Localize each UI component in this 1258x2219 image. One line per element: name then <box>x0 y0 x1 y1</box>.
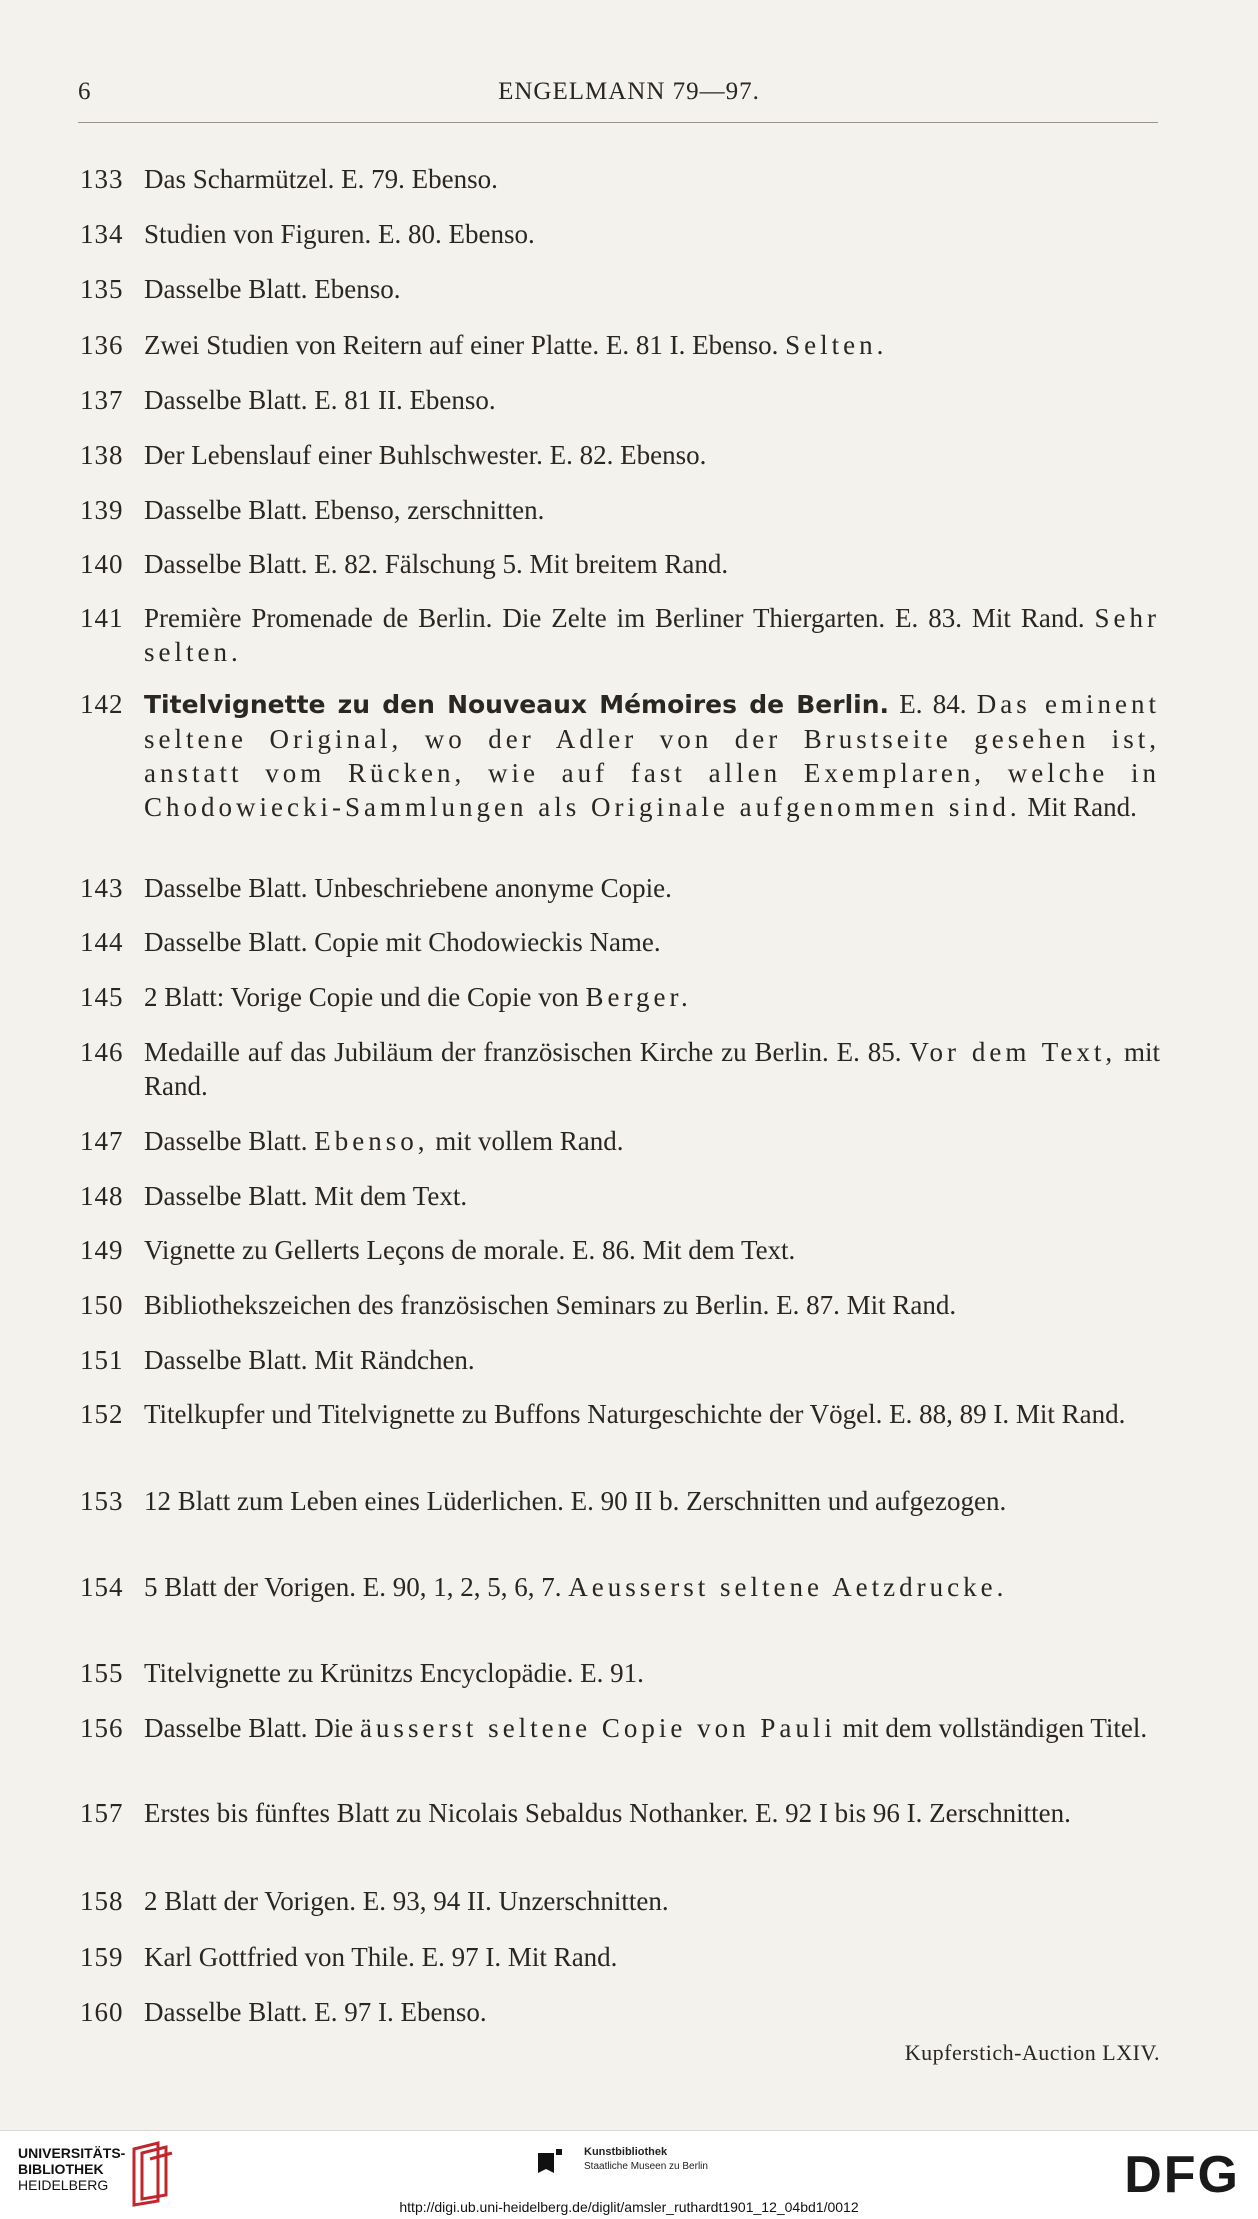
entry-text-run: mit Rand. <box>144 1037 1160 1101</box>
entry-text-run: Titelkupfer und Titelvignette zu Buffons Naturgeschichte der Vögel. E. 88, 89 I. Mit Rand. <box>144 1399 1126 1429</box>
entry-text-run: 2 Blatt: Vorige Copie und die Copie von <box>144 982 586 1012</box>
entry-text-run: Vignette zu Gellerts Leçons de morale. E. 86. Mit dem Text. <box>144 1235 796 1265</box>
signature-line: Kupferstich-Auction LXIV. <box>904 2040 1160 2065</box>
entry-text-run: Der Lebenslauf einer Buhlschwester. E. 82. Ebenso. <box>144 440 707 470</box>
uni-line-2: BIBLIOTHEK <box>18 2161 104 2177</box>
kunstbibliothek-logo-icon[interactable] <box>534 2145 566 2177</box>
entry-number: 152 <box>80 1399 124 1429</box>
entry-description <box>144 383 1160 417</box>
entry-text-run: Aeusserst seltene Aetzdrucke. <box>568 1572 1008 1602</box>
entry-description <box>144 1884 1160 1918</box>
entry-text-run: Berger. <box>585 982 692 1012</box>
entry-description <box>144 1035 1160 1103</box>
entry-text-run: Dasselbe Blatt. Mit dem Text. <box>144 1181 468 1211</box>
entry-description <box>144 925 1160 959</box>
entry-text-run: Vor dem Text, <box>909 1037 1117 1067</box>
entry-description <box>144 438 1160 472</box>
entry-text-run: Dasselbe Blatt. Copie mit Chodowieckis Name. <box>144 927 661 957</box>
entry-text-run: Dasselbe Blatt. E. 82. Fälschung 5. Mit breitem Rand. <box>144 549 729 579</box>
entry-number: 140 <box>80 549 124 579</box>
uni-line-3: HEIDELBERG <box>18 2177 109 2193</box>
entry-text-run: Titelvignette zu den Nouveaux Mémoires de Berlin. <box>144 690 890 719</box>
entry-description <box>144 162 1160 196</box>
entry-text-run: 5 Blatt der Vorigen. E. 90, 1, 2, 5, 6, 7. <box>144 1572 569 1602</box>
entry-number: 151 <box>80 1345 124 1375</box>
entry-text-run: Dasselbe Blatt. Die <box>144 1713 360 1743</box>
entry-number: 156 <box>80 1713 124 1743</box>
entry-number: 148 <box>80 1181 124 1211</box>
entry-number: 144 <box>80 927 124 957</box>
entry-description <box>144 601 1160 669</box>
entry-number: 157 <box>80 1798 124 1828</box>
entry-text-run: Dasselbe Blatt. Mit Rändchen. <box>144 1345 475 1375</box>
entry-text-run: E. 84. <box>889 689 977 719</box>
entry-number: 139 <box>80 495 124 525</box>
entry-description <box>144 1570 1160 1604</box>
entry-text-run: mit vollem Rand. <box>428 1126 624 1156</box>
entry-text-run: Medaille auf das Jubiläum der französischen Kirche zu Berlin. E. 85. <box>144 1037 910 1067</box>
university-library-logo-icon[interactable] <box>128 2141 174 2207</box>
entry-text-run: äusserst seltene Copie von Pauli <box>359 1713 836 1743</box>
entry-number: 141 <box>80 603 124 633</box>
entry-number: 138 <box>80 440 124 470</box>
entry-number: 158 <box>80 1886 124 1916</box>
entry-text-run: Dasselbe Blatt. Unbeschriebene anonyme Copie. <box>144 873 672 903</box>
entry-text-run: Selten. <box>785 330 888 360</box>
kb-line-2: Staatliche Museen zu Berlin <box>584 2161 708 2172</box>
entry-text-run: Ebenso, <box>314 1126 429 1156</box>
entry-description <box>144 687 1160 824</box>
entry-description <box>144 1484 1160 1518</box>
entry-text-run: Dasselbe Blatt. Ebenso. <box>144 274 401 304</box>
entry-description <box>144 272 1160 306</box>
entry-text-run: Titelvignette zu Krünitzs Encyclopädie. E. 91. <box>144 1658 644 1688</box>
entry-number: 134 <box>80 219 124 249</box>
bottom-bar <box>0 2130 1258 2219</box>
entry-number: 159 <box>80 1942 124 1972</box>
entry-number: 154 <box>80 1572 124 1602</box>
entry-description <box>144 547 1160 581</box>
entry-number: 142 <box>80 689 124 719</box>
entry-text-run: Zwei Studien von Reitern auf einer Platte. E. 81 I. Ebenso. <box>144 330 786 360</box>
entry-description <box>144 1397 1160 1431</box>
entry-description <box>144 980 1160 1014</box>
entry-text-run: mit dem vollständigen Titel. <box>835 1713 1148 1743</box>
page-title: ENGELMANN 79—97. <box>498 78 760 105</box>
entry-text-run: Dasselbe Blatt. Ebenso, zerschnitten. <box>144 495 545 525</box>
uni-line-1: UNIVERSITÄTS- <box>18 2145 126 2161</box>
entry-description <box>144 493 1160 527</box>
dfg-logo[interactable]: DFG <box>1124 2146 1240 2204</box>
entry-text-run: Dasselbe Blatt. E. 97 I. Ebenso. <box>144 1997 487 2027</box>
entry-number: 133 <box>80 164 124 194</box>
entry-number: 146 <box>80 1037 124 1067</box>
entry-text-run: Mit Rand. <box>1020 792 1137 822</box>
entry-description <box>144 1288 1160 1322</box>
entry-text-run: 12 Blatt zum Leben eines Lüderlichen. E. 90 II b. Zerschnitten und aufgezogen. <box>144 1486 1007 1516</box>
entry-text-run: Première Promenade de Berlin. Die Zelte im Berliner Thiergarten. E. 83. Mit Rand. <box>144 603 1095 633</box>
entry-number: 150 <box>80 1290 124 1320</box>
entry-description <box>144 1124 1160 1158</box>
entry-description <box>144 1711 1160 1745</box>
entry-number: 155 <box>80 1658 124 1688</box>
source-url[interactable]: http://digi.ub.uni-heidelberg.de/diglit/amsler_ruthardt1901_12_04bd1/0012 <box>399 2199 859 2215</box>
entry-text-run: Studien von Figuren. E. 80. Ebenso. <box>144 219 535 249</box>
entry-number: 160 <box>80 1997 124 2027</box>
entry-number: 143 <box>80 873 124 903</box>
entry-text-run: Dasselbe Blatt. <box>144 1126 315 1156</box>
entry-text-run: Sehr selten. <box>144 603 1160 667</box>
entry-text-run: Karl Gottfried von Thile. E. 97 I. Mit Rand. <box>144 1942 618 1972</box>
entry-description <box>144 871 1160 905</box>
entry-description <box>144 328 1160 362</box>
entry-number: 145 <box>80 982 124 1012</box>
entry-text-run: Das eminent seltene Original, wo der Adler von der Brustseite gesehen ist, anstatt vom Rücken, wie auf fast allen Exemplaren, welche in Chodowiecki-Sammlungen als Originale aufgenommen sind. <box>144 689 1160 822</box>
entry-number: 149 <box>80 1235 124 1265</box>
entry-description <box>144 217 1160 251</box>
entry-description <box>144 1796 1160 1830</box>
entry-number: 153 <box>80 1486 124 1516</box>
header-rule <box>78 122 1158 123</box>
page-number: 6 <box>78 78 92 105</box>
entry-number: 135 <box>80 274 124 304</box>
kb-line-1: Kunstbibliothek <box>584 2146 668 2158</box>
kunstbibliothek-label <box>584 2145 708 2174</box>
entry-description <box>144 1656 1160 1690</box>
university-library-logo-text[interactable] <box>18 2145 125 2193</box>
entry-description <box>144 1995 1160 2029</box>
entry-description <box>144 1940 1160 1974</box>
entry-description <box>144 1233 1160 1267</box>
entry-number: 147 <box>80 1126 124 1156</box>
entry-text-run: Das Scharmützel. E. 79. Ebenso. <box>144 164 498 194</box>
entry-number: 137 <box>80 385 124 415</box>
entry-text-run: Bibliothekszeichen des französischen Seminars zu Berlin. E. 87. Mit Rand. <box>144 1290 957 1320</box>
running-header <box>78 78 1180 118</box>
entry-description <box>144 1343 1160 1377</box>
entry-text-run: 2 Blatt der Vorigen. E. 93, 94 II. Unzerschnitten. <box>144 1886 669 1916</box>
entry-description <box>144 1179 1160 1213</box>
entry-text-run: Erstes bis fünftes Blatt zu Nicolais Sebaldus Nothanker. E. 92 I bis 96 I. Zerschnitten. <box>144 1798 1071 1828</box>
entry-number: 136 <box>80 330 124 360</box>
entry-text-run: Dasselbe Blatt. E. 81 II. Ebenso. <box>144 385 496 415</box>
